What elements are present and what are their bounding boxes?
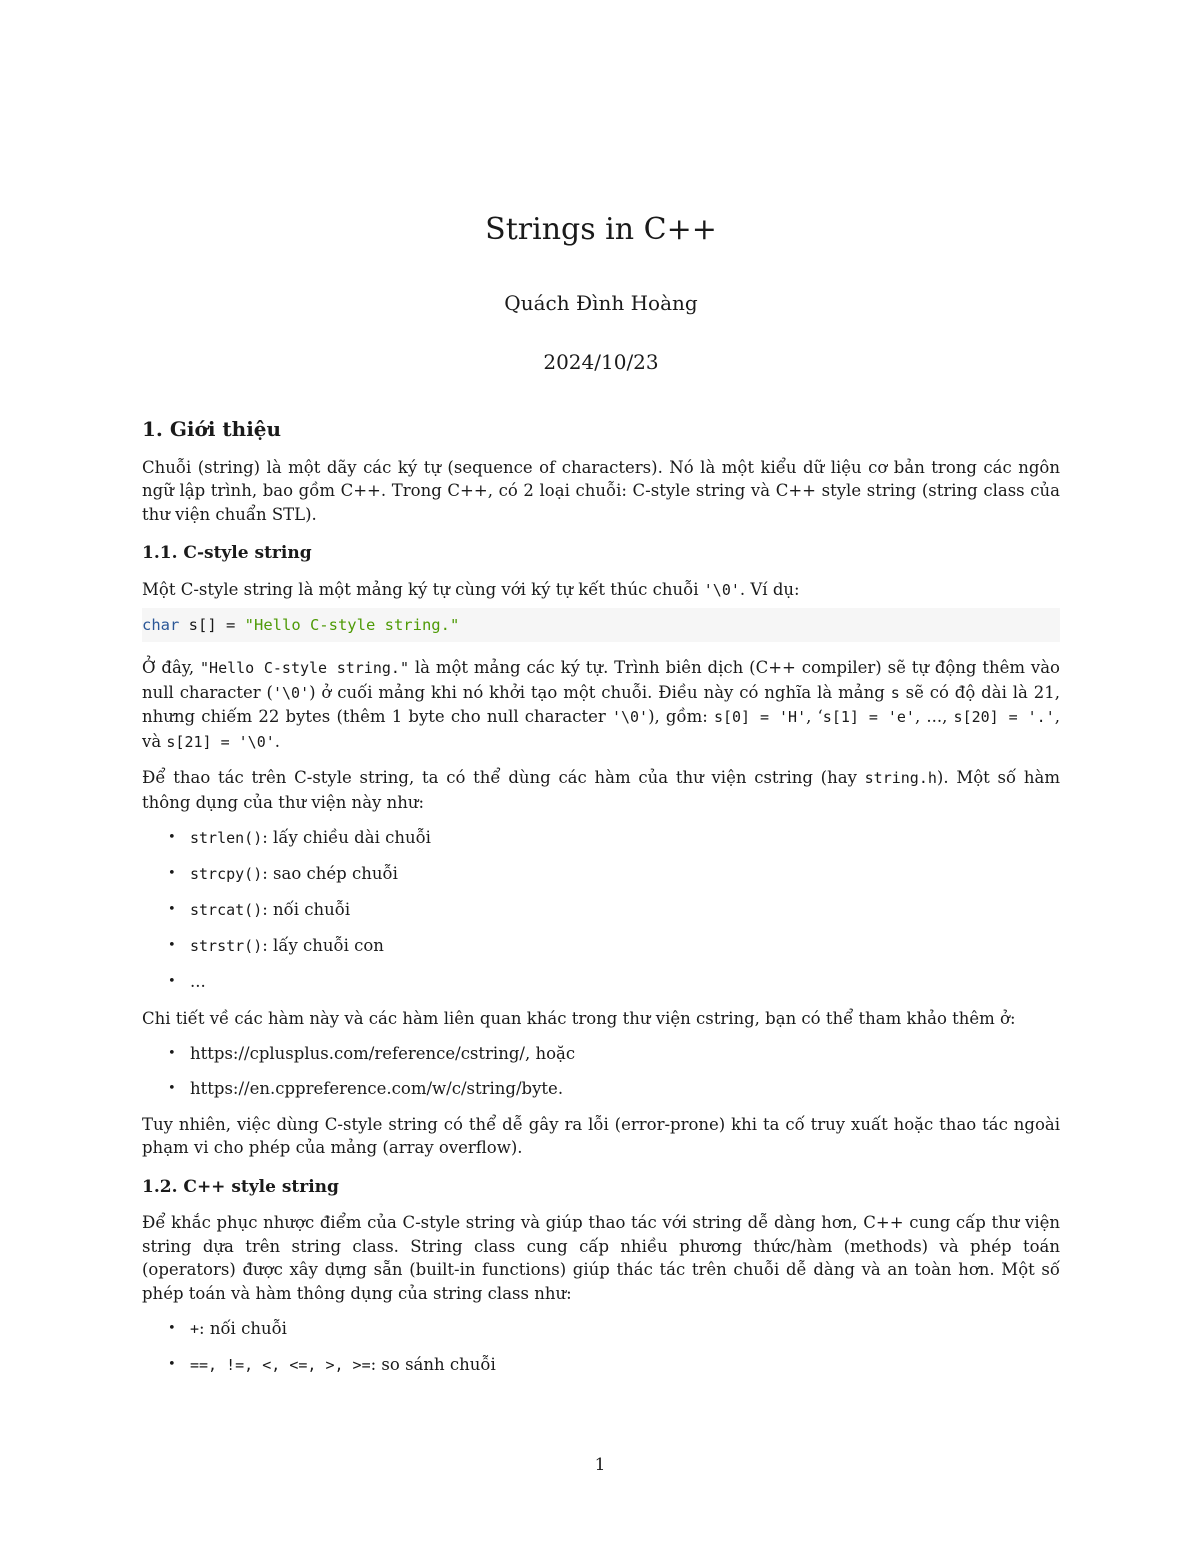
text-span: , và	[142, 707, 1060, 751]
reference-link[interactable]: https://cplusplus.com/reference/cstring/	[190, 1044, 525, 1063]
document-author: Quách Đình Hoàng	[504, 291, 698, 315]
inline-code: ==, !=, <, <=, >, >=	[190, 1356, 371, 1374]
inline-code: strcat()	[190, 901, 263, 919]
code-string: "Hello C-style string."	[244, 616, 460, 634]
text-span: Ở đây,	[142, 658, 201, 677]
text-span: : so sánh chuỗi	[370, 1355, 496, 1374]
text-span: : sao chép chuỗi	[262, 864, 398, 883]
subsection-heading-c-style: 1.1. C-style string	[142, 543, 312, 563]
text-span: ). Một số hàm thông dụng của thư viện này như:	[142, 768, 1060, 812]
inline-code: +	[190, 1320, 200, 1338]
subsection-heading-cpp-style: 1.2. C++ style string	[142, 1176, 339, 1197]
text-span: Một C-style string là một mảng ký tự cùng với ký tự kết thúc chuỗi	[142, 579, 704, 599]
text-span: Để thao tác trên C-style string, ta có thể dùng các hàm của thư viện cstring (hay	[142, 768, 865, 787]
text-span: , ...,	[914, 707, 954, 726]
cstring-function-list	[142, 826, 1060, 995]
c-style-warning: Tuy nhiên, việc dùng C-style string có thể dễ gây ra lỗi (error-prone) khi ta cố truy xuất hoặc thao tác ngoài phạm vi cho phép của mảng (array overflow).	[142, 1114, 1060, 1157]
inline-code: '\0'	[272, 683, 310, 702]
inline-code: strstr()	[190, 937, 263, 955]
code-text: s[] =	[179, 616, 245, 634]
inline-code: s	[890, 683, 900, 702]
c-style-definition	[142, 578, 1060, 603]
text-span: sẽ có độ dài là 21, nhưng chiếm 22 bytes (thêm 1 byte cho null character	[142, 682, 1060, 726]
text-span: : nối chuỗi	[199, 1319, 287, 1338]
list-item	[190, 1077, 1060, 1101]
text-span: , ‘	[806, 707, 823, 726]
text-span: ...	[190, 972, 206, 991]
inline-code: "Hello C-style string."	[200, 659, 409, 677]
page-number: 1	[594, 1455, 606, 1475]
text-span: ) ở cuối mảng khi nó khởi tạo một chuỗi. Điều này có nghĩa là mảng	[309, 682, 891, 702]
text-span: ), gồm:	[648, 707, 714, 726]
cpp-style-paragraph: Để khắc phục nhược điểm của C-style string và giúp thao tác với string dễ dàng hơn, C++ cung cấp thư viện string dựa trên string class. String class cung cấp nhiều phương thức/hàm (methods) và phép toán (operators) được xây dựng sẵn (built-in functions) giúp thác tác trên chuỗi dễ dàng và an toàn hơn. Một số phép toán và hàm thông dụng của string class như:	[142, 1213, 1060, 1303]
inline-code: s[0] = 'H'	[713, 708, 807, 726]
inline-code: s[20] = '.'	[953, 708, 1055, 726]
inline-code: string.h	[864, 769, 937, 787]
inline-code: strcpy()	[190, 865, 263, 883]
inline-code: '\0'	[703, 580, 740, 599]
text-span: . Ví dụ:	[739, 579, 800, 599]
c-style-explanation	[142, 656, 1060, 754]
list-item	[190, 826, 1060, 851]
intro-paragraph: Chuỗi (string) là một dãy các ký tự (sequence of characters). Nó là một kiểu dữ liệu cơ bản trong các ngôn ngữ lập trình, bao gồm C++. Trong C++, có 2 loại chuỗi: C-style string và C++ style string (string class của thư viện chuẩn STL).	[142, 457, 1060, 524]
list-item	[190, 1317, 1060, 1342]
list-item	[190, 970, 1060, 995]
code-keyword: char	[142, 616, 180, 634]
section-heading-intro: 1. Giới thiệu	[142, 417, 282, 441]
string-operator-list	[142, 1317, 1060, 1378]
list-item	[190, 862, 1060, 887]
text-span: : nối chuỗi	[262, 900, 351, 919]
text-span: .	[274, 731, 281, 751]
text-span: : lấy chiều dài chuỗi	[262, 828, 431, 847]
text-span: , hoặc	[524, 1044, 576, 1063]
document-date: 2024/10/23	[543, 350, 659, 374]
document-body	[142, 418, 1060, 1390]
code-block	[142, 608, 1060, 642]
text-span: .	[557, 1079, 564, 1098]
text-span: là một mảng các ký tự. Trình biên dịch (C++ compiler) sẽ tự động thêm vào null character (	[142, 658, 1060, 702]
document-title: Strings in C++	[485, 212, 717, 247]
list-item	[190, 934, 1060, 959]
text-span: : lấy chuỗi con	[262, 936, 384, 955]
reference-link[interactable]: https://en.cppreference.com/w/c/string/byte	[190, 1079, 558, 1098]
inline-code: '\0'	[611, 708, 649, 726]
list-item	[190, 1353, 1060, 1378]
reference-intro: Chi tiết về các hàm này và các hàm liên quan khác trong thư viện cstring, bạn có thể tham khảo thêm ở:	[142, 1008, 1016, 1028]
inline-code: s[21] = '\0'	[166, 732, 275, 751]
inline-code: s[1] = 'e'	[822, 708, 915, 726]
inline-code: strlen()	[190, 829, 263, 847]
list-item	[190, 1042, 1060, 1066]
reference-link-list	[142, 1042, 1060, 1101]
cstring-intro	[142, 766, 1060, 814]
list-item	[190, 898, 1060, 923]
